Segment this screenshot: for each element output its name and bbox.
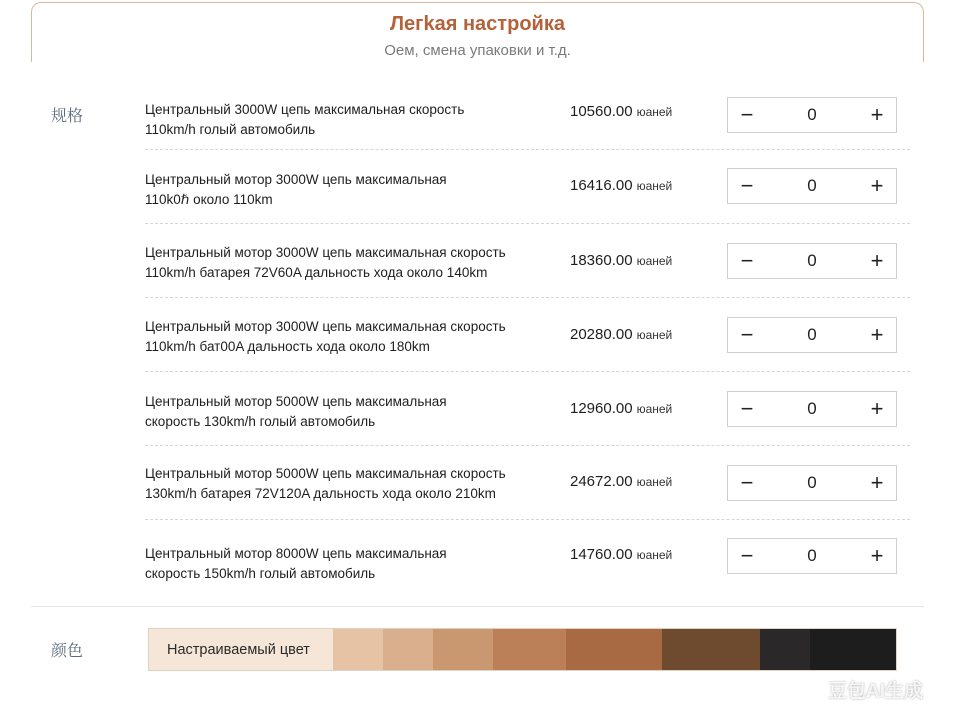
quantity-stepper	[727, 317, 897, 353]
spec-description-line: Центральный мотор 5000W цепь максимальная	[145, 394, 447, 409]
color-section-label: 颜色	[51, 643, 84, 660]
increment-button[interactable]: +	[870, 543, 884, 568]
price-value: 14760.00	[570, 546, 633, 563]
spec-description-line: Центральный 3000W цепь максимальная скорость	[145, 102, 465, 117]
spec-description	[145, 392, 545, 432]
decrement-button[interactable]: −	[740, 102, 754, 127]
increment-button[interactable]: +	[870, 248, 884, 273]
row-divider	[145, 371, 910, 372]
row-divider	[145, 445, 910, 446]
increment-button[interactable]: +	[870, 102, 884, 127]
spec-description-line: 110km/h батарея 72V60A дальность хода около 140km	[145, 265, 488, 280]
spec-row	[0, 170, 960, 244]
price-currency: юаней	[636, 475, 673, 489]
spec-description	[145, 317, 545, 357]
quantity-stepper	[727, 465, 897, 501]
spec-price	[570, 400, 672, 417]
price-value: 16416.00	[570, 177, 633, 194]
price-value: 18360.00	[570, 252, 633, 269]
decrement-button[interactable]: −	[740, 396, 754, 421]
color-swatch[interactable]	[383, 629, 433, 670]
increment-button[interactable]: +	[870, 396, 884, 421]
spec-price	[570, 473, 672, 490]
spec-price	[570, 546, 672, 563]
spec-description-line: 110k0ℏ около 110km	[145, 192, 273, 207]
color-swatch[interactable]	[566, 629, 662, 670]
spec-description	[145, 243, 545, 283]
quantity-stepper	[727, 391, 897, 427]
spec-description-line: Центральный мотор 3000W цепь максимальная скорость	[145, 319, 506, 334]
color-swatch[interactable]	[333, 629, 383, 670]
section-divider	[31, 606, 924, 607]
decrement-button[interactable]: −	[740, 248, 754, 273]
quantity-value[interactable]: 0	[807, 251, 817, 270]
spec-description	[145, 464, 545, 504]
color-swatch[interactable]	[810, 629, 896, 670]
custom-color-swatch[interactable]: Настраиваемый цвет	[149, 629, 333, 670]
increment-button[interactable]: +	[870, 470, 884, 495]
spec-price	[570, 326, 672, 343]
price-value: 10560.00	[570, 103, 633, 120]
price-value: 20280.00	[570, 326, 633, 343]
spec-description-line: 110km/h голый автомобиль	[145, 122, 316, 137]
spec-description-line: скорость 150km/h голый автомобиль	[145, 566, 376, 581]
spec-description-line: Центральный мотор 3000W цепь максимальная скорость	[145, 245, 506, 260]
color-swatch[interactable]	[433, 629, 493, 670]
spec-row	[0, 100, 960, 174]
spec-description-line: скорость 130km/h голый автомобиль	[145, 414, 376, 429]
spec-row	[0, 243, 960, 317]
spec-price	[570, 103, 672, 120]
spec-row	[0, 317, 960, 391]
decrement-button[interactable]: −	[740, 543, 754, 568]
quantity-stepper	[727, 243, 897, 279]
spec-section-label: 规格	[51, 108, 84, 125]
price-currency: юаней	[636, 548, 673, 562]
spec-description	[145, 544, 545, 584]
quantity-value[interactable]: 0	[807, 176, 817, 195]
price-currency: юаней	[636, 402, 673, 416]
spec-price	[570, 252, 672, 269]
row-divider	[145, 149, 910, 150]
page-subtitle: Оем, смена упаковки и т.д.	[384, 42, 571, 59]
decrement-button[interactable]: −	[740, 470, 754, 495]
quantity-value[interactable]: 0	[807, 473, 817, 492]
color-swatch[interactable]	[662, 629, 760, 670]
spec-description-line: Центральный мотор 8000W цепь максимальная	[145, 546, 447, 561]
spec-description-line: Центральный мотор 5000W цепь максимальная скорость	[145, 466, 506, 481]
increment-button[interactable]: +	[870, 173, 884, 198]
price-value: 12960.00	[570, 400, 633, 417]
spec-row	[0, 392, 960, 466]
quantity-value[interactable]: 0	[807, 105, 817, 124]
spec-description	[145, 170, 545, 210]
row-divider	[145, 519, 910, 520]
decrement-button[interactable]: −	[740, 322, 754, 347]
spec-row	[0, 464, 960, 538]
quantity-stepper	[727, 168, 897, 204]
spec-description-line: 110km/h бат00A дальность хода около 180km	[145, 339, 430, 354]
decrement-button[interactable]: −	[740, 173, 754, 198]
spec-description-line: Центральный мотор 3000W цепь максимальная	[145, 172, 447, 187]
quantity-value[interactable]: 0	[807, 399, 817, 418]
spec-price	[570, 177, 672, 194]
watermark: 豆包AI生成	[828, 681, 924, 702]
price-currency: юаней	[636, 179, 673, 193]
quantity-value[interactable]: 0	[807, 325, 817, 344]
price-currency: юаней	[636, 254, 673, 268]
price-currency: юаней	[636, 105, 673, 119]
header-card	[31, 2, 924, 62]
spec-description	[145, 100, 545, 140]
page-title: Легkая настройка	[390, 13, 565, 35]
quantity-value[interactable]: 0	[807, 546, 817, 565]
price-value: 24672.00	[570, 473, 633, 490]
color-swatch[interactable]	[760, 629, 810, 670]
row-divider	[145, 223, 910, 224]
spec-description-line: 130km/h батарея 72V120A дальность хода около 210km	[145, 486, 496, 501]
increment-button[interactable]: +	[870, 322, 884, 347]
quantity-stepper	[727, 97, 897, 133]
color-picker	[148, 628, 897, 671]
price-currency: юаней	[636, 328, 673, 342]
row-divider	[145, 297, 910, 298]
color-swatch[interactable]	[493, 629, 566, 670]
quantity-stepper	[727, 538, 897, 574]
